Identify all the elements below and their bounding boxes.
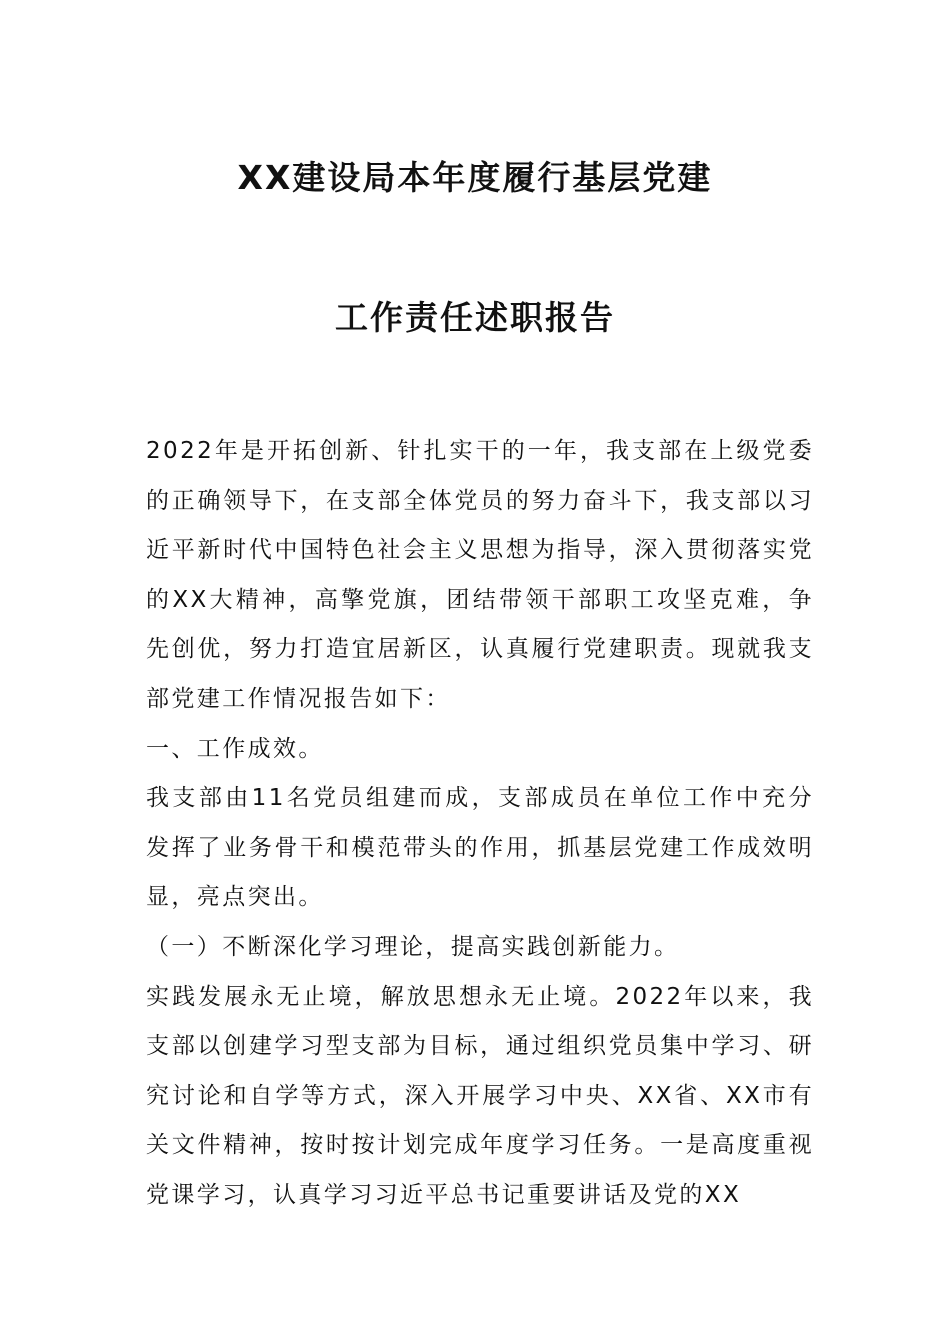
section-heading-work-results: 一、工作成效。	[146, 735, 324, 762]
study-theory-paragraph: 实践发展永无止境，解放思想永无止境。2022年以来，我支部以创建学习型支部为目标，通过组织党员集中学习、研究讨论和自学等方式，深入开展学习中央、XX省、XX市有关文件精神，按时按计划完成年度学习任务。一是高度重视党课学习，认真学习习近平总书记重要讲话及党的XX	[146, 983, 814, 1208]
branch-composition-paragraph: 我支部由11名党员组建而成，支部成员在单位工作中充分发挥了业务骨干和模范带头的作用，抓基层党建工作成效明显，亮点突出。	[146, 785, 814, 911]
document-body	[146, 427, 814, 1221]
document-title-line-1: XX建设局本年度履行基层党建	[237, 158, 713, 197]
document-title-line-2: 工作责任述职报告	[335, 298, 615, 337]
intro-paragraph: 2022年是开拓创新、针扎实干的一年，我支部在上级党委的正确领导下，在支部全体党员的努力奋斗下，我支部以习近平新时代中国特色社会主义思想为指导，深入贯彻落实党的XX大精神，高擎党旗，团结带领干部职工攻坚克难，争先创优，努力打造宜居新区，认真履行党建职责。现就我支部党建工作情况报告如下：	[146, 438, 814, 712]
subsection-heading-study-theory: （一）不断深化学习理论，提高实践创新能力。	[146, 933, 680, 960]
